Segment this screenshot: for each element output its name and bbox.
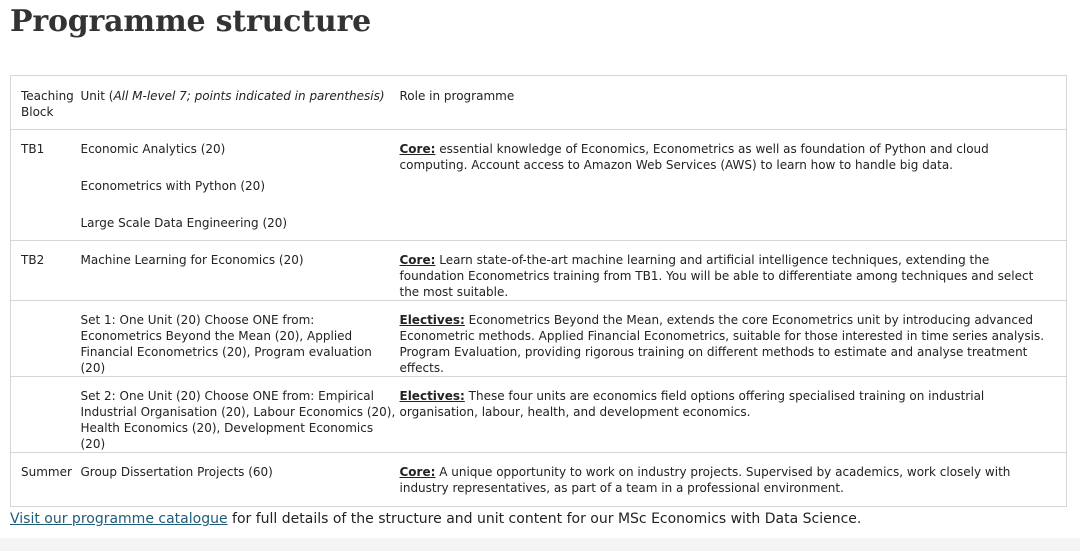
unit-cell [81, 241, 400, 301]
unit-cell [81, 453, 400, 507]
role-cell [400, 241, 1067, 301]
page-bottom-band [0, 538, 1080, 551]
table-row [11, 130, 1067, 241]
role-text: essential knowledge of Economics, Econometrics as well as foundation of Python and cloud computing. Account access to Amazon Web Services (AWS) to learn how to handle big data. [399, 142, 989, 172]
page-title: Programme structure [10, 4, 372, 39]
teaching-block-cell [11, 301, 81, 377]
header-unit-note: All M-level 7; points indicated in parenthesis) [113, 89, 385, 103]
role-label: Core: [399, 253, 436, 267]
role-cell [400, 453, 1067, 507]
unit-name: Econometrics with Python (20) [80, 179, 265, 193]
programme-structure-table [10, 75, 1067, 507]
header-unit-prefix: Unit ( [80, 89, 114, 103]
unit-cell [81, 130, 400, 241]
role-label: Electives: [399, 389, 465, 403]
role-text: A unique opportunity to work on industry projects. Supervised by academics, work closely with industry representatives, as part of a team in a professional environment. [399, 465, 1011, 495]
role-cell [400, 130, 1067, 241]
table-row [11, 301, 1067, 377]
role-label: Core: [399, 465, 436, 479]
teaching-block-cell: TB2 [11, 241, 81, 301]
role-cell [400, 301, 1067, 377]
unit-name: Group Dissertation Projects (60) [80, 465, 273, 479]
catalogue-note-text: for full details of the structure and unit content for our MSc Economics with Data Science. [227, 511, 862, 527]
table-row [11, 241, 1067, 301]
unit-name: Economic Analytics (20) [80, 142, 226, 156]
table-header-row [11, 76, 1067, 130]
table-row [11, 377, 1067, 453]
unit-name: Set 1: One Unit (20) Choose ONE from: Econometrics Beyond the Mean (20), Applied Financial Econometrics (20), Program evaluation (20) [80, 313, 372, 375]
catalogue-note [10, 509, 861, 529]
unit-cell [81, 377, 400, 453]
unit-cell [81, 301, 400, 377]
programme-catalogue-link[interactable]: Visit our programme catalogue [10, 511, 228, 527]
role-cell [400, 377, 1067, 453]
teaching-block-cell [11, 377, 81, 453]
role-text: These four units are economics field options offering specialised training on industrial organisation, labour, health, and development economics. [399, 389, 985, 419]
unit-name: Machine Learning for Economics (20) [80, 253, 304, 267]
unit-name: Large Scale Data Engineering (20) [80, 216, 288, 230]
header-unit [81, 76, 400, 130]
teaching-block-cell: TB1 [11, 130, 81, 241]
role-label: Core: [399, 142, 436, 156]
header-role: Role in programme [400, 76, 1067, 130]
unit-name: Set 2: One Unit (20) Choose ONE from: Empirical Industrial Organisation (20), Labour Economics (20), Health Economics (20), Development Economics (20) [80, 389, 396, 451]
role-text: Learn state-of-the-art machine learning and artificial intelligence techniques, extending the foundation Econometrics training from TB1. You will be able to differentiate among techniques and select the most suitable. [399, 253, 1034, 299]
role-label: Electives: [399, 313, 465, 327]
role-text: Econometrics Beyond the Mean, extends the core Econometrics unit by introducing advanced Econometric methods. Applied Financial Econometrics, suitable for those interested in time series analysis. Program Evaluation, providing rigorous training on different methods to estimate and analyse treatment effects. [399, 313, 1045, 375]
header-teaching-block: Teaching Block [11, 76, 81, 130]
table-row [11, 453, 1067, 507]
teaching-block-cell: Summer [11, 453, 81, 507]
